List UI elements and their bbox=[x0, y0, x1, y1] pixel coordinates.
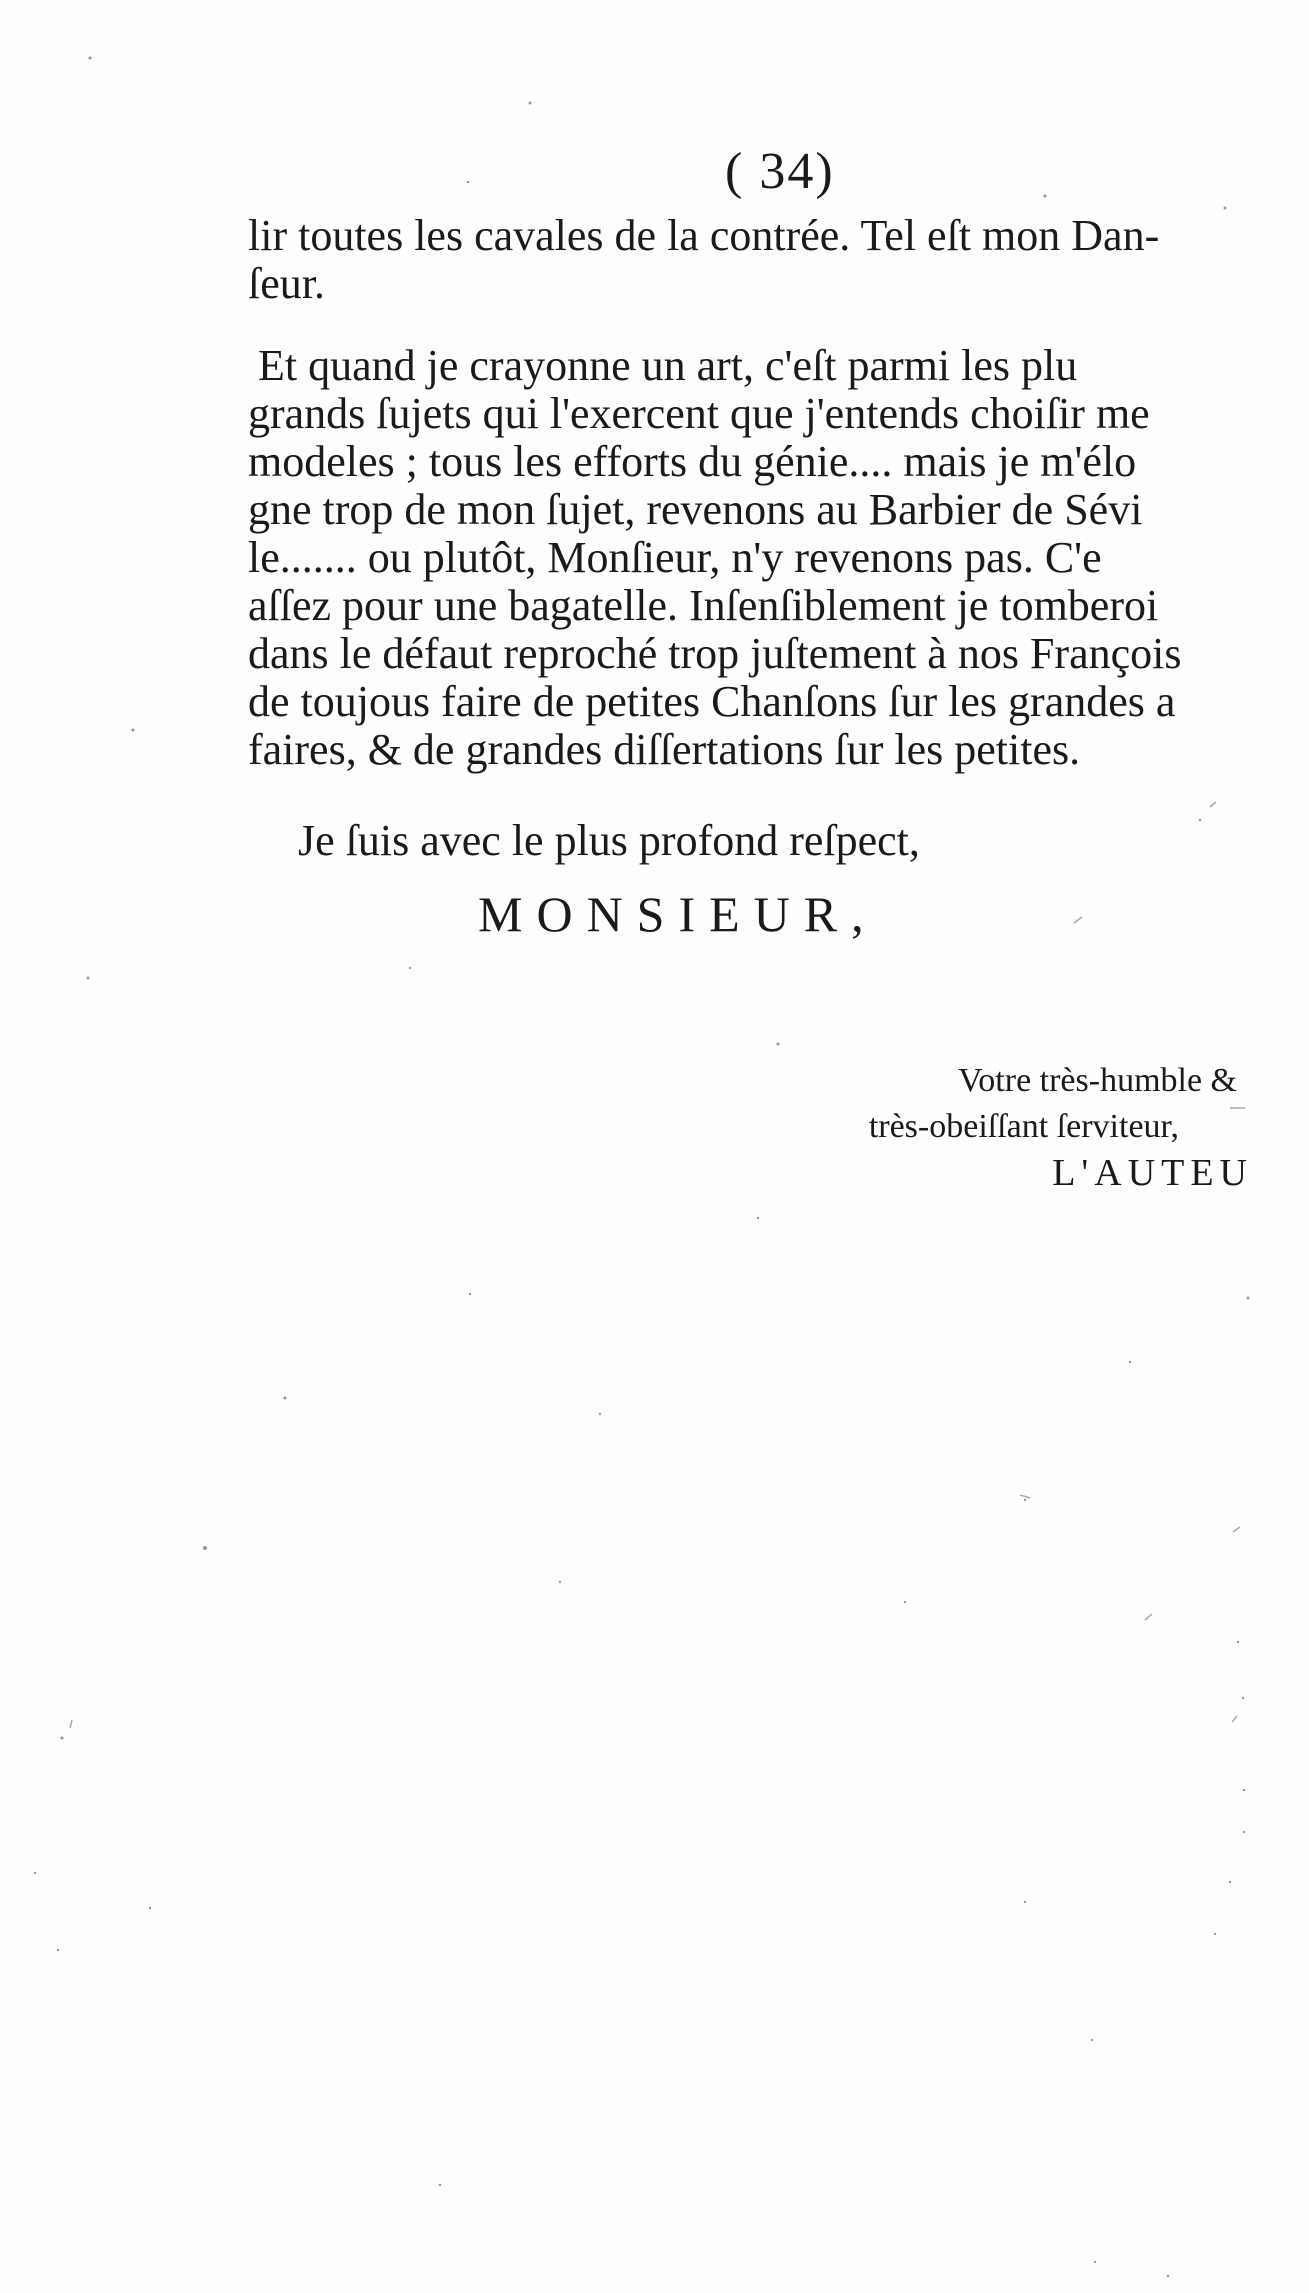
paragraph-gap bbox=[248, 308, 1309, 342]
text-line: dans le défaut reproché trop juſtement à nos François bbox=[248, 630, 1182, 678]
text-line: grands ſujets qui l'exercent que j'entends choiſir me bbox=[248, 390, 1150, 438]
text-line: gne trop de mon ſujet, revenons au Barbier de Sévi bbox=[248, 486, 1143, 534]
text-line: le....... ou plutôt, Monſieur, n'y revenons pas. C'e bbox=[248, 534, 1102, 582]
signature-block bbox=[868, 1058, 1253, 1196]
page-number: ( 34) bbox=[725, 143, 835, 200]
text-line: lir toutes les cavales de la contrée. Tel eſt mon Dan- bbox=[248, 212, 1160, 260]
signature-author: L'AUTEU bbox=[1052, 1152, 1253, 1194]
text-line: modeles ; tous les efforts du génie.... mais je m'élo bbox=[248, 438, 1137, 486]
text-line: Et quand je crayonne un art, c'eſt parmi les plu bbox=[258, 342, 1078, 390]
salutation: MONSIEUR, bbox=[478, 886, 878, 942]
body-text bbox=[248, 212, 1309, 774]
signature-line: très-obeiſſant ſerviteur, bbox=[868, 1108, 1179, 1145]
text-line: faires, & de grandes diſſertations ſur les petites. bbox=[248, 726, 1081, 774]
signature-line: Votre très-humble & bbox=[958, 1062, 1237, 1099]
text-line: aſſez pour une bagatelle. Inſenſiblement je tomberoi bbox=[248, 582, 1159, 630]
text-line: de toujous faire de petites Chanſons ſur les grandes a bbox=[248, 678, 1176, 726]
closing-phrase: Je ſuis avec le plus profond reſpect, bbox=[298, 816, 920, 865]
text-line: ſeur. bbox=[248, 260, 325, 308]
